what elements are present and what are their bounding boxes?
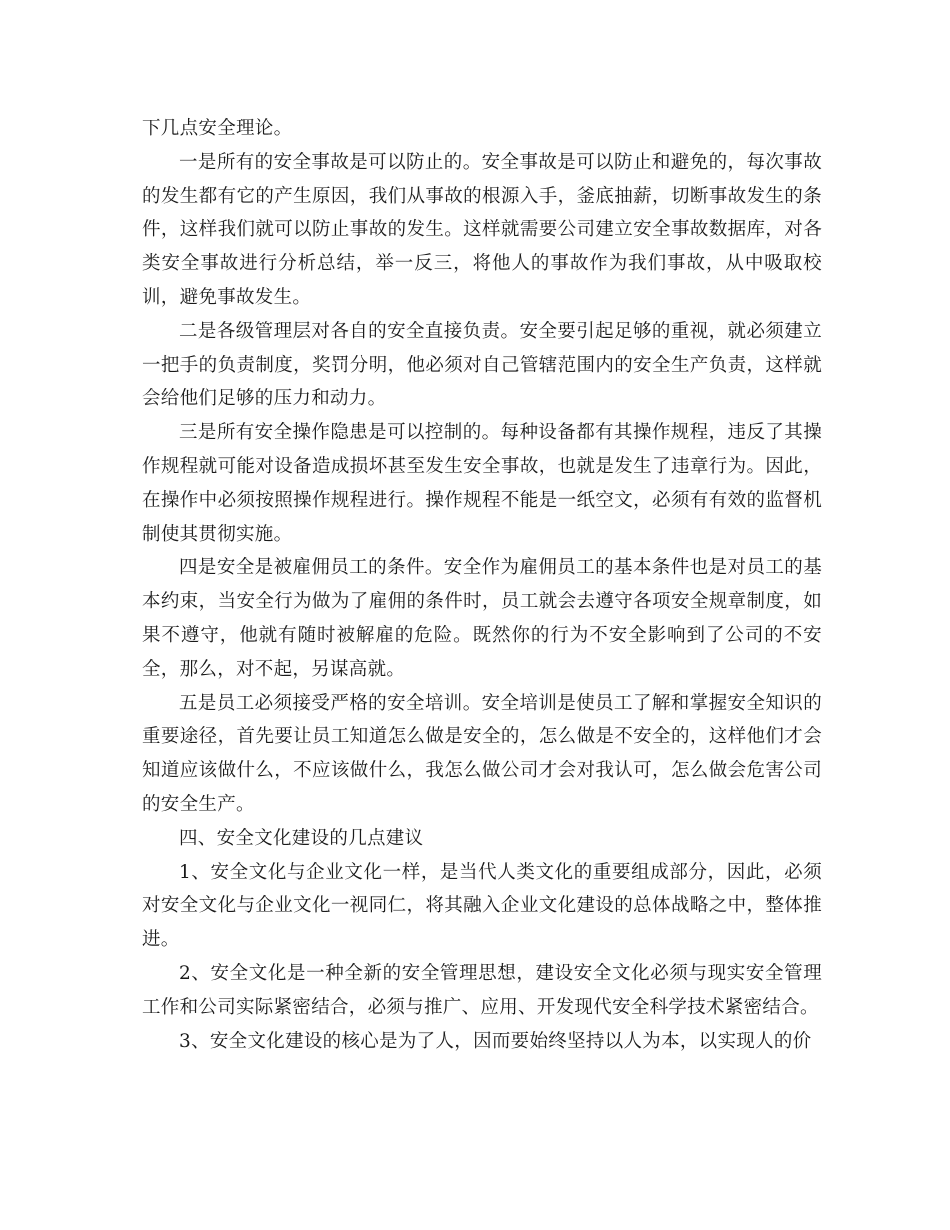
paragraph-5: 四是安全是被雇佣员工的条件。安全作为雇佣员工的基本条件也是对员工的基本约束，当安全行为做为了雇佣的条件时，员工就会去遵守各项安全规章制度，如果不遵守，他就有随时被解雇的危险。既然你的行为不安全影响到了公司的不安全，那么，对不起，另谋高就。	[142, 557, 822, 680]
paragraph-3: 二是各级管理层对各自的安全直接负责。安全要引起足够的重视，就必须建立一把手的负责制度，奖罚分明，他必须对自己管辖范围内的安全生产负责，这样就会给他们足够的压力和动力。	[142, 320, 822, 410]
paragraph-8: 1、安全文化与企业文化一样，是当代人类文化的重要组成部分，因此，必须对安全文化与企业文化一视同仁，将其融入企业文化建设的总体战略之中，整体推进。	[142, 861, 822, 951]
paragraph-2: 一是所有的安全事故是可以防止的。安全事故是可以防止和避免的，每次事故的发生都有它的产生原因，我们从事故的根源入手，釜底抽薪，切断事故发生的条件，这样我们就可以防止事故的发生。这样就需要公司建立安全事故数据库，对各类安全事故进行分析总结，举一反三，将他人的事故作为我们事故，从中吸取校训，避免事故发生。	[142, 151, 822, 308]
section-heading: 四、安全文化建设的几点建议	[179, 827, 424, 849]
paragraph-1: 下几点安全理论。	[142, 118, 293, 139]
paragraph-4: 三是所有安全操作隐患是可以控制的。每种设备都有其操作规程，违反了其操作规程就可能对设备造成损坏甚至发生安全事故，也就是发生了违章行为。因此，在操作中必须按照操作规程进行。操作规程不能是一纸空文，必须有有效的监督机制使其贯彻实施。	[142, 422, 822, 545]
paragraph-6: 五是员工必须接受严格的安全培训。安全培训是使员工了解和掌握安全知识的重要途径，首先要让员工知道怎么做是安全的，怎么做是不安全的，这样他们才会知道应该做什么，不应该做什么，我怎么做公司才会对我认可，怎么做会危害公司的安全生产。	[142, 692, 822, 815]
paragraph-10: 3、安全文化建设的核心是为了人，因而要始终坚持以人为本，以实现人的价	[179, 1030, 812, 1052]
document-body	[142, 112, 822, 1058]
paragraph-9: 2、安全文化是一种全新的安全管理思想，建设安全文化必须与现实安全管理工作和公司实际紧密结合，必须与推广、应用、开发现代安全科学技术紧密结合。	[142, 962, 822, 1018]
